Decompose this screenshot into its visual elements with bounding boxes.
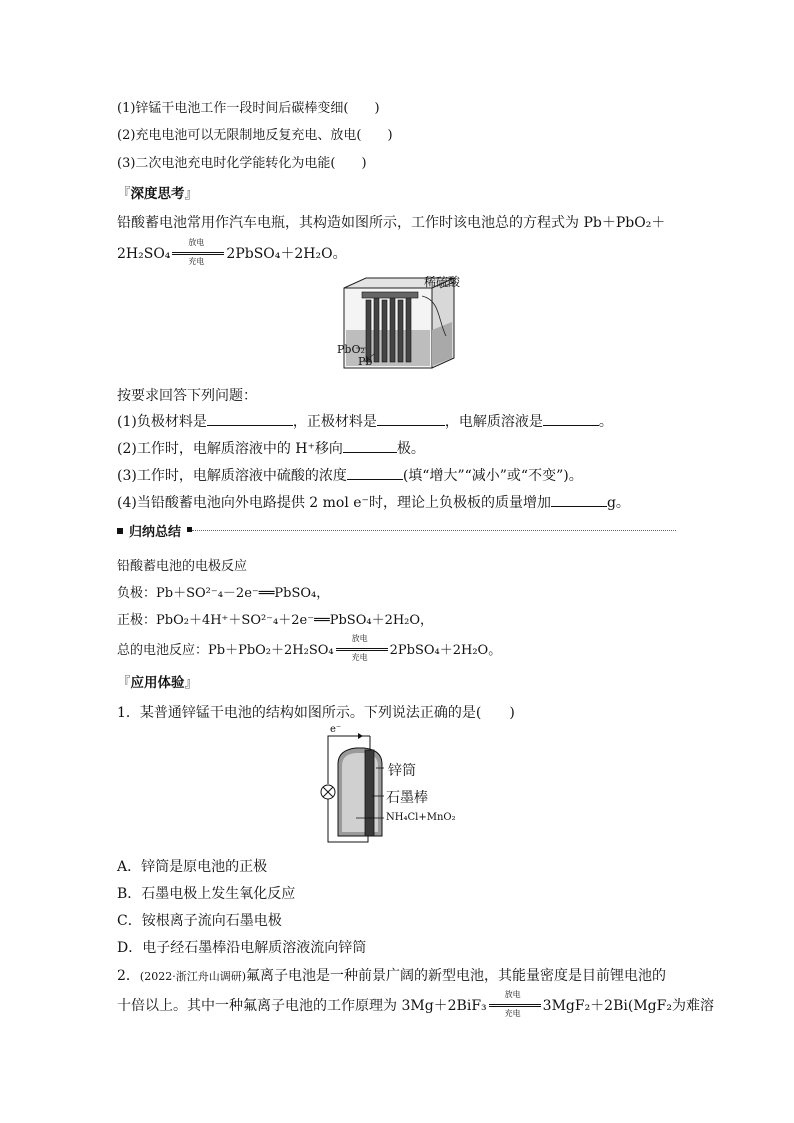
answer-blank[interactable] [207, 411, 293, 426]
zinc-manganese-battery-figure [316, 726, 486, 846]
square-icon [117, 528, 123, 534]
equation-right: 2PbSO₄＋2H₂O。 [226, 246, 347, 262]
section-application: 『应用体验』 [117, 675, 198, 691]
summary-positive: 正极：PbO₂＋4H⁺＋SO²⁻₄＋2e⁻══PbSO₄＋2H₂O， [117, 613, 434, 628]
deep-q4: (4)当铅酸蓄电池向外电路提供 2 mol e⁻时，理论上负极板的质量增加 g。 [117, 492, 630, 512]
equation-left: 2H₂SO₄ [117, 246, 171, 262]
judge-item-3: (3)二次电池充电时化学能转化为电能( ) [117, 156, 367, 171]
answer-blank[interactable] [343, 438, 397, 453]
question-source: (2022·浙江舟山调研) [139, 970, 246, 983]
label-graphite-rod: 石墨棒 [386, 790, 428, 806]
reversible-arrow: 放电 充电 [170, 244, 226, 262]
deep-q1: (1)负极材料是 ，正极材料是 ，电解质溶液是 。 [117, 411, 613, 431]
label-pbo2: PbO₂ [337, 343, 365, 356]
option-d: D．电子经石墨棒沿电解质溶液流向锌筒 [117, 940, 367, 956]
answer-blank[interactable] [551, 492, 607, 507]
section-title: 应用体验 [130, 675, 185, 691]
deep-q3: (3)工作时，电解质溶液中硫酸的浓度 (填“增大”“减小”或“不变”)。 [117, 465, 583, 485]
deep-prompt: 按要求回答下列问题： [117, 388, 257, 404]
option-a: A．锌筒是原电池的正极 [117, 859, 268, 875]
deep-intro: 铅酸蓄电池常用作汽车电瓶，其构造如图所示，工作时该电池总的方程式为 Pb＋PbO₂＋ [117, 215, 666, 231]
label-electron: e⁻ [330, 724, 342, 735]
section-deep-thinking: 『深度思考』 [117, 186, 198, 202]
summary-negative: 负极：Pb＋SO²⁻₄－2e⁻══PbSO₄， [117, 586, 330, 601]
reversible-arrow: 放电 充电 [487, 996, 543, 1014]
summary-total: 总的电池反应：Pb＋PbO₂＋2H₂SO₄ 放电 充电 2PbSO₄＋2H₂O。 [117, 634, 502, 662]
apply-q2-line1: 2．(2022·浙江舟山调研)氟离子电池是一种前景广阔的新型电池，其能量密度是目前锂电池的 [117, 968, 666, 984]
deep-equation [117, 238, 347, 266]
deep-q2: (2)工作时，电解质溶液中的 H⁺移向 极。 [117, 438, 425, 458]
label-acid: 稀硫酸 [424, 275, 461, 289]
option-c: C．铵根离子流向石墨电极 [117, 913, 282, 929]
apply-q1: 1．某普通锌锰干电池的结构如图所示。下列说法正确的是( ) [117, 705, 515, 721]
answer-blank[interactable] [543, 411, 599, 426]
section-title: 深度思考 [130, 186, 185, 202]
answer-blank[interactable] [377, 411, 445, 426]
option-b: B．石墨电极上发生氧化反应 [117, 886, 296, 902]
answer-blank[interactable] [347, 465, 403, 480]
summary-title-line: 铅酸蓄电池的电极反应 [117, 559, 248, 574]
apply-q2-line2: 十倍以上。其中一种氟离子电池的工作原理为 3Mg＋2BiF₃ 放电 充电 3MgF₂＋2Bi(MgF₂为难溶 [117, 990, 714, 1018]
judge-item-1: (1)锌锰干电池工作一段时间后碳棒变细( ) [117, 101, 380, 116]
label-electrolyte: NH₄Cl+MnO₂ [386, 812, 456, 823]
section-summary: 归纳总结 [117, 521, 181, 540]
divider [192, 530, 676, 531]
label-zinc-can: 锌筒 [388, 763, 416, 779]
judge-item-2: (2)充电电池可以无限制地反复充电、放电( ) [117, 128, 393, 143]
reversible-arrow: 放电 充电 [334, 640, 390, 658]
label-pb: Pb [358, 355, 373, 368]
